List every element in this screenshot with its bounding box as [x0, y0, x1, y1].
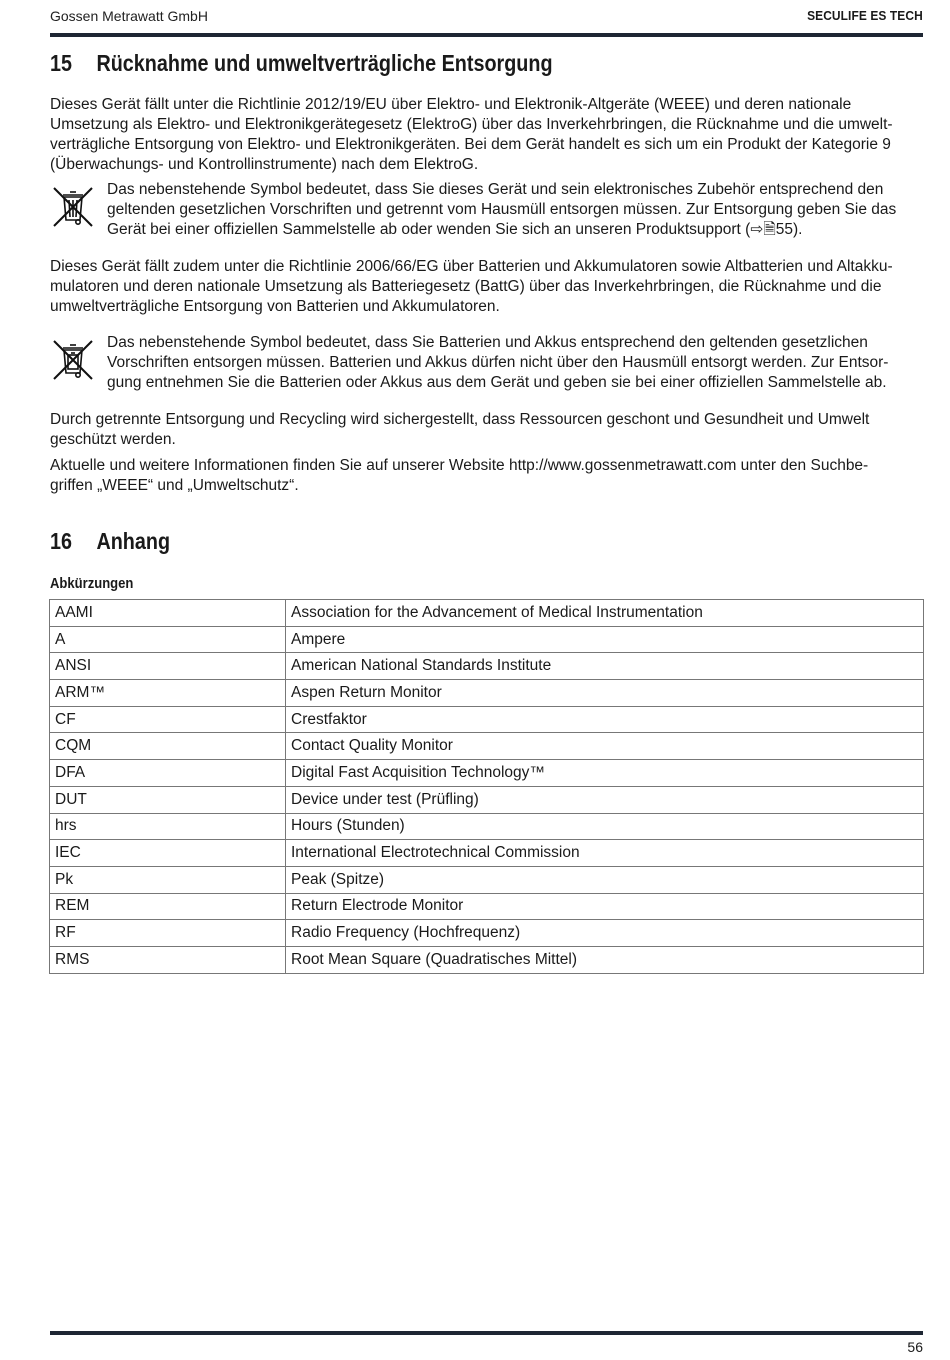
battery-line: umweltverträgliche Entsorgung von Batterien und Akkumulatoren. — [50, 298, 500, 315]
table-row — [50, 893, 924, 920]
section-15-number: 15 — [50, 50, 73, 76]
page-header — [50, 6, 923, 36]
abbr-cell: ARM™ — [50, 680, 286, 707]
table-row — [50, 626, 924, 653]
weee-line: Umsetzung als Elektro- und Elektronikgerätegesetz (ElektroG) über das Inverkehrbringen, die Rücknahme und die umwelt- — [50, 116, 893, 133]
recycling-line: Durch getrennte Entsorgung und Recycling wird sichergestellt, dass Ressourcen geschont und Gesundheit und Umwelt — [50, 411, 870, 428]
meaning-cell: Return Electrode Monitor — [286, 893, 924, 920]
recycling-line: geschützt werden. — [50, 431, 176, 448]
section-15-heading — [50, 50, 553, 77]
abbr-cell: Pk — [50, 866, 286, 893]
battery-note-line: Das nebenstehende Symbol bedeutet, dass Sie Batterien und Akkus entsprechend den geltenden gesetzlichen — [107, 334, 868, 351]
weee-line: Dieses Gerät fällt unter die Richtlinie 2012/19/EU über Elektro- und Elektronik-Altgeräte (WEEE) und deren nationale — [50, 96, 852, 113]
abbreviations-heading: Abkürzungen — [50, 576, 134, 592]
table-row — [50, 946, 924, 973]
table-row — [50, 653, 924, 680]
battery-note-line: gung entnehmen Sie die Batterien oder Akkus aus dem Gerät und geben sie bei einer offiziellen Sammelstelle ab. — [107, 374, 887, 391]
section-16-title: Anhang — [96, 528, 171, 554]
table-row — [50, 760, 924, 787]
device-note-line: Gerät bei einer offiziellen Sammelstelle ab oder wenden Sie sich an unseren Produktsupport (⇨🗎55). — [107, 221, 803, 238]
table-row — [50, 600, 924, 627]
table-row — [50, 680, 924, 707]
meaning-cell: Hours (Stunden) — [286, 813, 924, 840]
table-row — [50, 920, 924, 947]
meaning-cell: Ampere — [286, 626, 924, 653]
section-15-title: Rücknahme und umweltverträgliche Entsorgung — [96, 50, 553, 76]
weee-line: (Überwachungs- und Kontrollinstrumente) nach dem ElektroG. — [50, 156, 479, 173]
abbr-cell: DFA — [50, 760, 286, 787]
meaning-cell: Crestfaktor — [286, 706, 924, 733]
abbr-cell: IEC — [50, 840, 286, 867]
section-16-number: 16 — [50, 528, 73, 554]
abbr-cell: RF — [50, 920, 286, 947]
meaning-cell: American National Standards Institute — [286, 653, 924, 680]
weee-paragraph — [50, 95, 924, 175]
abbr-cell: ANSI — [50, 653, 286, 680]
table-row — [50, 866, 924, 893]
weee-line: verträgliche Entsorgung von Elektro- und Elektronikgeräten. Bei dem Gerät handelt es sich um ein Produkt der Kategorie 9 — [50, 136, 891, 153]
meaning-cell: Digital Fast Acquisition Technology™ — [286, 760, 924, 787]
page-number: 56 — [907, 1339, 923, 1355]
meaning-cell: Device under test (Prüfling) — [286, 786, 924, 813]
abbr-cell: A — [50, 626, 286, 653]
battery-line: mulatoren und deren nationale Umsetzung als Batteriegesetz (BattG) über das Inverkehrbringen, die Rücknahme und die — [50, 278, 882, 295]
abbr-cell: DUT — [50, 786, 286, 813]
product-name: SECULIFE ES TECH — [807, 8, 923, 23]
table-row — [50, 733, 924, 760]
website-paragraph — [50, 456, 924, 496]
meaning-cell: Contact Quality Monitor — [286, 733, 924, 760]
footer-rule — [50, 1331, 923, 1335]
abbr-cell: REM — [50, 893, 286, 920]
website-line: griffen „WEEE“ und „Umweltschutz“. — [50, 477, 299, 494]
abbr-cell: CF — [50, 706, 286, 733]
company-name: Gossen Metrawatt GmbH — [50, 8, 208, 24]
battery-paragraph — [50, 257, 924, 317]
device-note-line: geltenden gesetzlichen Vorschriften und getrennt vom Hausmüll entsorgen müssen. Zur Entsorgung geben Sie das — [107, 201, 897, 218]
meaning-cell: Radio Frequency (Hochfrequenz) — [286, 920, 924, 947]
abbr-cell: CQM — [50, 733, 286, 760]
section-16-heading — [50, 528, 170, 555]
abbreviations-table — [49, 599, 924, 974]
device-note-line: Das nebenstehende Symbol bedeutet, dass Sie dieses Gerät und sein elektronisches Zubehör entsprechend den — [107, 181, 884, 198]
battery-note-line: Vorschriften entsorgen müssen. Batterien und Akkus dürfen nicht über den Hausmüll entsorgt werden. Zur Entsor- — [107, 354, 889, 371]
meaning-cell: Aspen Return Monitor — [286, 680, 924, 707]
recycling-paragraph — [50, 410, 924, 450]
meaning-cell: Root Mean Square (Quadratisches Mittel) — [286, 946, 924, 973]
battery-disposal-note — [50, 333, 924, 393]
abbr-cell: AAMI — [50, 600, 286, 627]
battery-line: Dieses Gerät fällt zudem unter die Richtlinie 2006/66/EG über Batterien und Akkumulatoren sowie Altbatterien und Altakku- — [50, 258, 893, 275]
crossed-out-wheelie-bin-icon — [50, 184, 96, 230]
table-row — [50, 840, 924, 867]
meaning-cell: International Electrotechnical Commission — [286, 840, 924, 867]
header-rule — [50, 33, 923, 37]
abbr-cell: RMS — [50, 946, 286, 973]
device-disposal-note — [50, 180, 924, 240]
abbr-cell: hrs — [50, 813, 286, 840]
meaning-cell: Association for the Advancement of Medical Instrumentation — [286, 600, 924, 627]
table-row — [50, 786, 924, 813]
table-row — [50, 706, 924, 733]
meaning-cell: Peak (Spitze) — [286, 866, 924, 893]
table-row — [50, 813, 924, 840]
website-line: Aktuelle und weitere Informationen finden Sie auf unserer Website http://www.gossenmetrawatt.com unter den Suchbe- — [50, 457, 869, 474]
crossed-out-wheelie-bin-battery-icon — [50, 337, 96, 383]
